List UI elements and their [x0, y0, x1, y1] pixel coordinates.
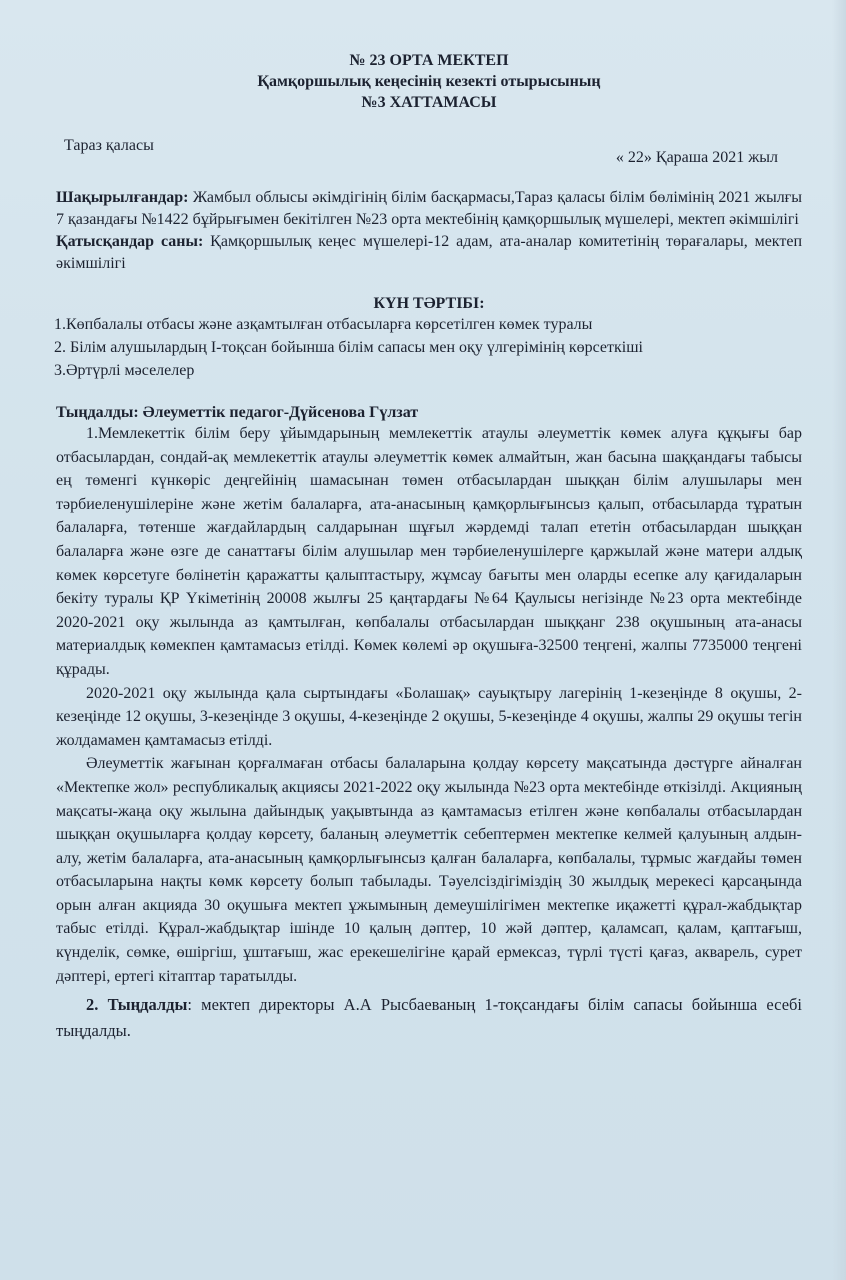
agenda-item: 1.Көпбалалы отбасы және азқамтылған отбасыларға көрсетілген көмек туралы: [54, 316, 593, 333]
participants-text: Қамқоршылық кеңес мүшелері-12 адам, ата-аналар комитетінің төрағалары, мектеп әкімшілігі: [56, 233, 803, 272]
place-date-row: [56, 135, 802, 179]
date-text: « 22» Қараша 2021 жыл: [615, 149, 778, 166]
council-title: Қамқоршылық кеңесінің кезекті отырысының: [257, 73, 601, 90]
invited-text: Жамбыл облысы әкімдігінің білім басқармасы,Тараз қаласы білім бөлімінің 2021 жылғы 7 қазандағы №1422 бұйрығымен бекітілген №23 орта мектебінің қамқоршылық мүшелері, мектеп әкімшілігі: [56, 189, 802, 228]
page-edge-shadow: [832, 0, 846, 1280]
heard-2-text: : мектеп директоры А.А Рысбаеваның 1-тоқсандағы білім сапасы бойынша есебі тыңдалды.: [56, 995, 802, 1041]
agenda-list: [54, 313, 802, 382]
participants-label: Қатысқандар саны:: [56, 233, 204, 250]
heard-2-label: 2. Тыңдалды: [86, 995, 188, 1015]
place-text: Тараз қаласы: [64, 137, 154, 154]
body-paragraph: 2020-2021 оқу жылында қала сыртындағы «Болашақ» сауықтыру лагерінің 1-кезеңінде 8 оқушы, 2-кезеңінде 12 оқушы, 3-кезеңінде 3 оқушы, 4-кезеңінде 2 оқушы, 5-кезеңінде 4 оқушы, жалпы 29 оқушы тегін жолдамамен қамтамасыз етілді.: [56, 684, 802, 749]
agenda-item: 2. Білім алушылардың І-тоқсан бойынша білім сапасы мен оқу үлгерімінің көрсеткіші: [54, 339, 643, 356]
protocol-title: №3 ХАТТАМАСЫ: [361, 94, 497, 111]
heard-1-body: [56, 422, 802, 988]
agenda-item: 3.Әртүрлі мәселелер: [54, 362, 195, 379]
invited-paragraph: [56, 187, 802, 231]
body-paragraph: Әлеуметтік жағынан қорғалмаған отбасы балаларына қолдау көрсету мақсатында дәстүрге айналған «Мектепке жол» республикалық акциясы 2021-2022 оқу жылында №23 орта мектебінде өткізілді. Акцияның мақсаты-жаңа оқу жылына дайындық уақывтында аз қамтамасыз етілген және көпбалалы отбасылардан шыққан оқушыларға қолдау көрсету, баланың әлеуметтік себептермен мектепке келмей қалуының алдын-алу, жетім балаларға, ата-анасының қамқорлығынсыз қалған балаларға, көпбалалы, тұрмыс жағдайы төмен отбасыларына нақты көмк көрсету болып табылады. Тәуелсіздігіміздің 30 жылдық мерекесі қарсаңында орын алған акцияда 30 оқушыға мектеп ұжымының демеушілігімен мектепке иқажетті құрал-жабдықтар табыс етілді. Құрал-жабдықтар ішінде 10 қалың дәптер, 10 жәй дәптер, қаламсап, қалам, қаптағыш, күнделік, сөмке, өшіргіш, ұштағыш, жас ерекешелігіне қарай ермексаз, түрлі түсті қағаз, акварель, сурет дәптері, ертегі кітаптар таратылды.: [56, 755, 802, 985]
body-paragraph: 1.Мемлекеттік білім беру ұйымдарының мемлекеттік атаулы әлеуметтік көмек алуға құқығы бар отбасылардан, сондай-ақ мемлекеттік атаулы әлеуметтік көмек алмайтын, жан басына шаққандағы табысы ең төменгі күнкөріс деңгейінің шамасынан төмен отбасылардан шыққан білім алушылары мен тәрбиеленушілеріне және жетім балаларға, ата-анасының қамқорлығынсыз қалып, отбасыларда тұратын балаларға, төтенше жағдайлардың салдарынан шұғыл жәрдемді талап ететін отбасылардан шыққан балаларға және өзге де санаттағы білім алушылар мен тәрбиеленушілерге қаржылай және матери алдық көмек көрсетуге бөлінетін қаражатты қалыптастыру, жұмсау бағыты мен оларды есепке алу қағидаларын бекіту туралы ҚР Үкіметінің 20008 жылғы 25 қаңтардағы №64 Қаулысы негізінде №23 орта мектебінде 2020-2021 оқу жылында аз қамтылған, көпбалалы отбасылардан шыққанг 238 оқушының ата-анасы материалдық көмекпен қамтамасыз етілді. Көмек көлемі әр оқушыға-32500 теңгені, жалпы 7735000 теңгені құрады.: [56, 425, 802, 678]
heard-2-paragraph: [56, 992, 802, 1044]
heard-1-heading: Тыңдалды: Әлеуметтік педагог-Дүйсенова Гүлзат: [56, 404, 419, 421]
participants-paragraph: [56, 231, 802, 275]
invited-label: Шақырылғандар:: [56, 189, 189, 206]
school-title: № 23 ОРТА МЕКТЕП: [349, 52, 509, 69]
agenda-title: КҮН ТӘРТІБІ:: [373, 295, 485, 312]
